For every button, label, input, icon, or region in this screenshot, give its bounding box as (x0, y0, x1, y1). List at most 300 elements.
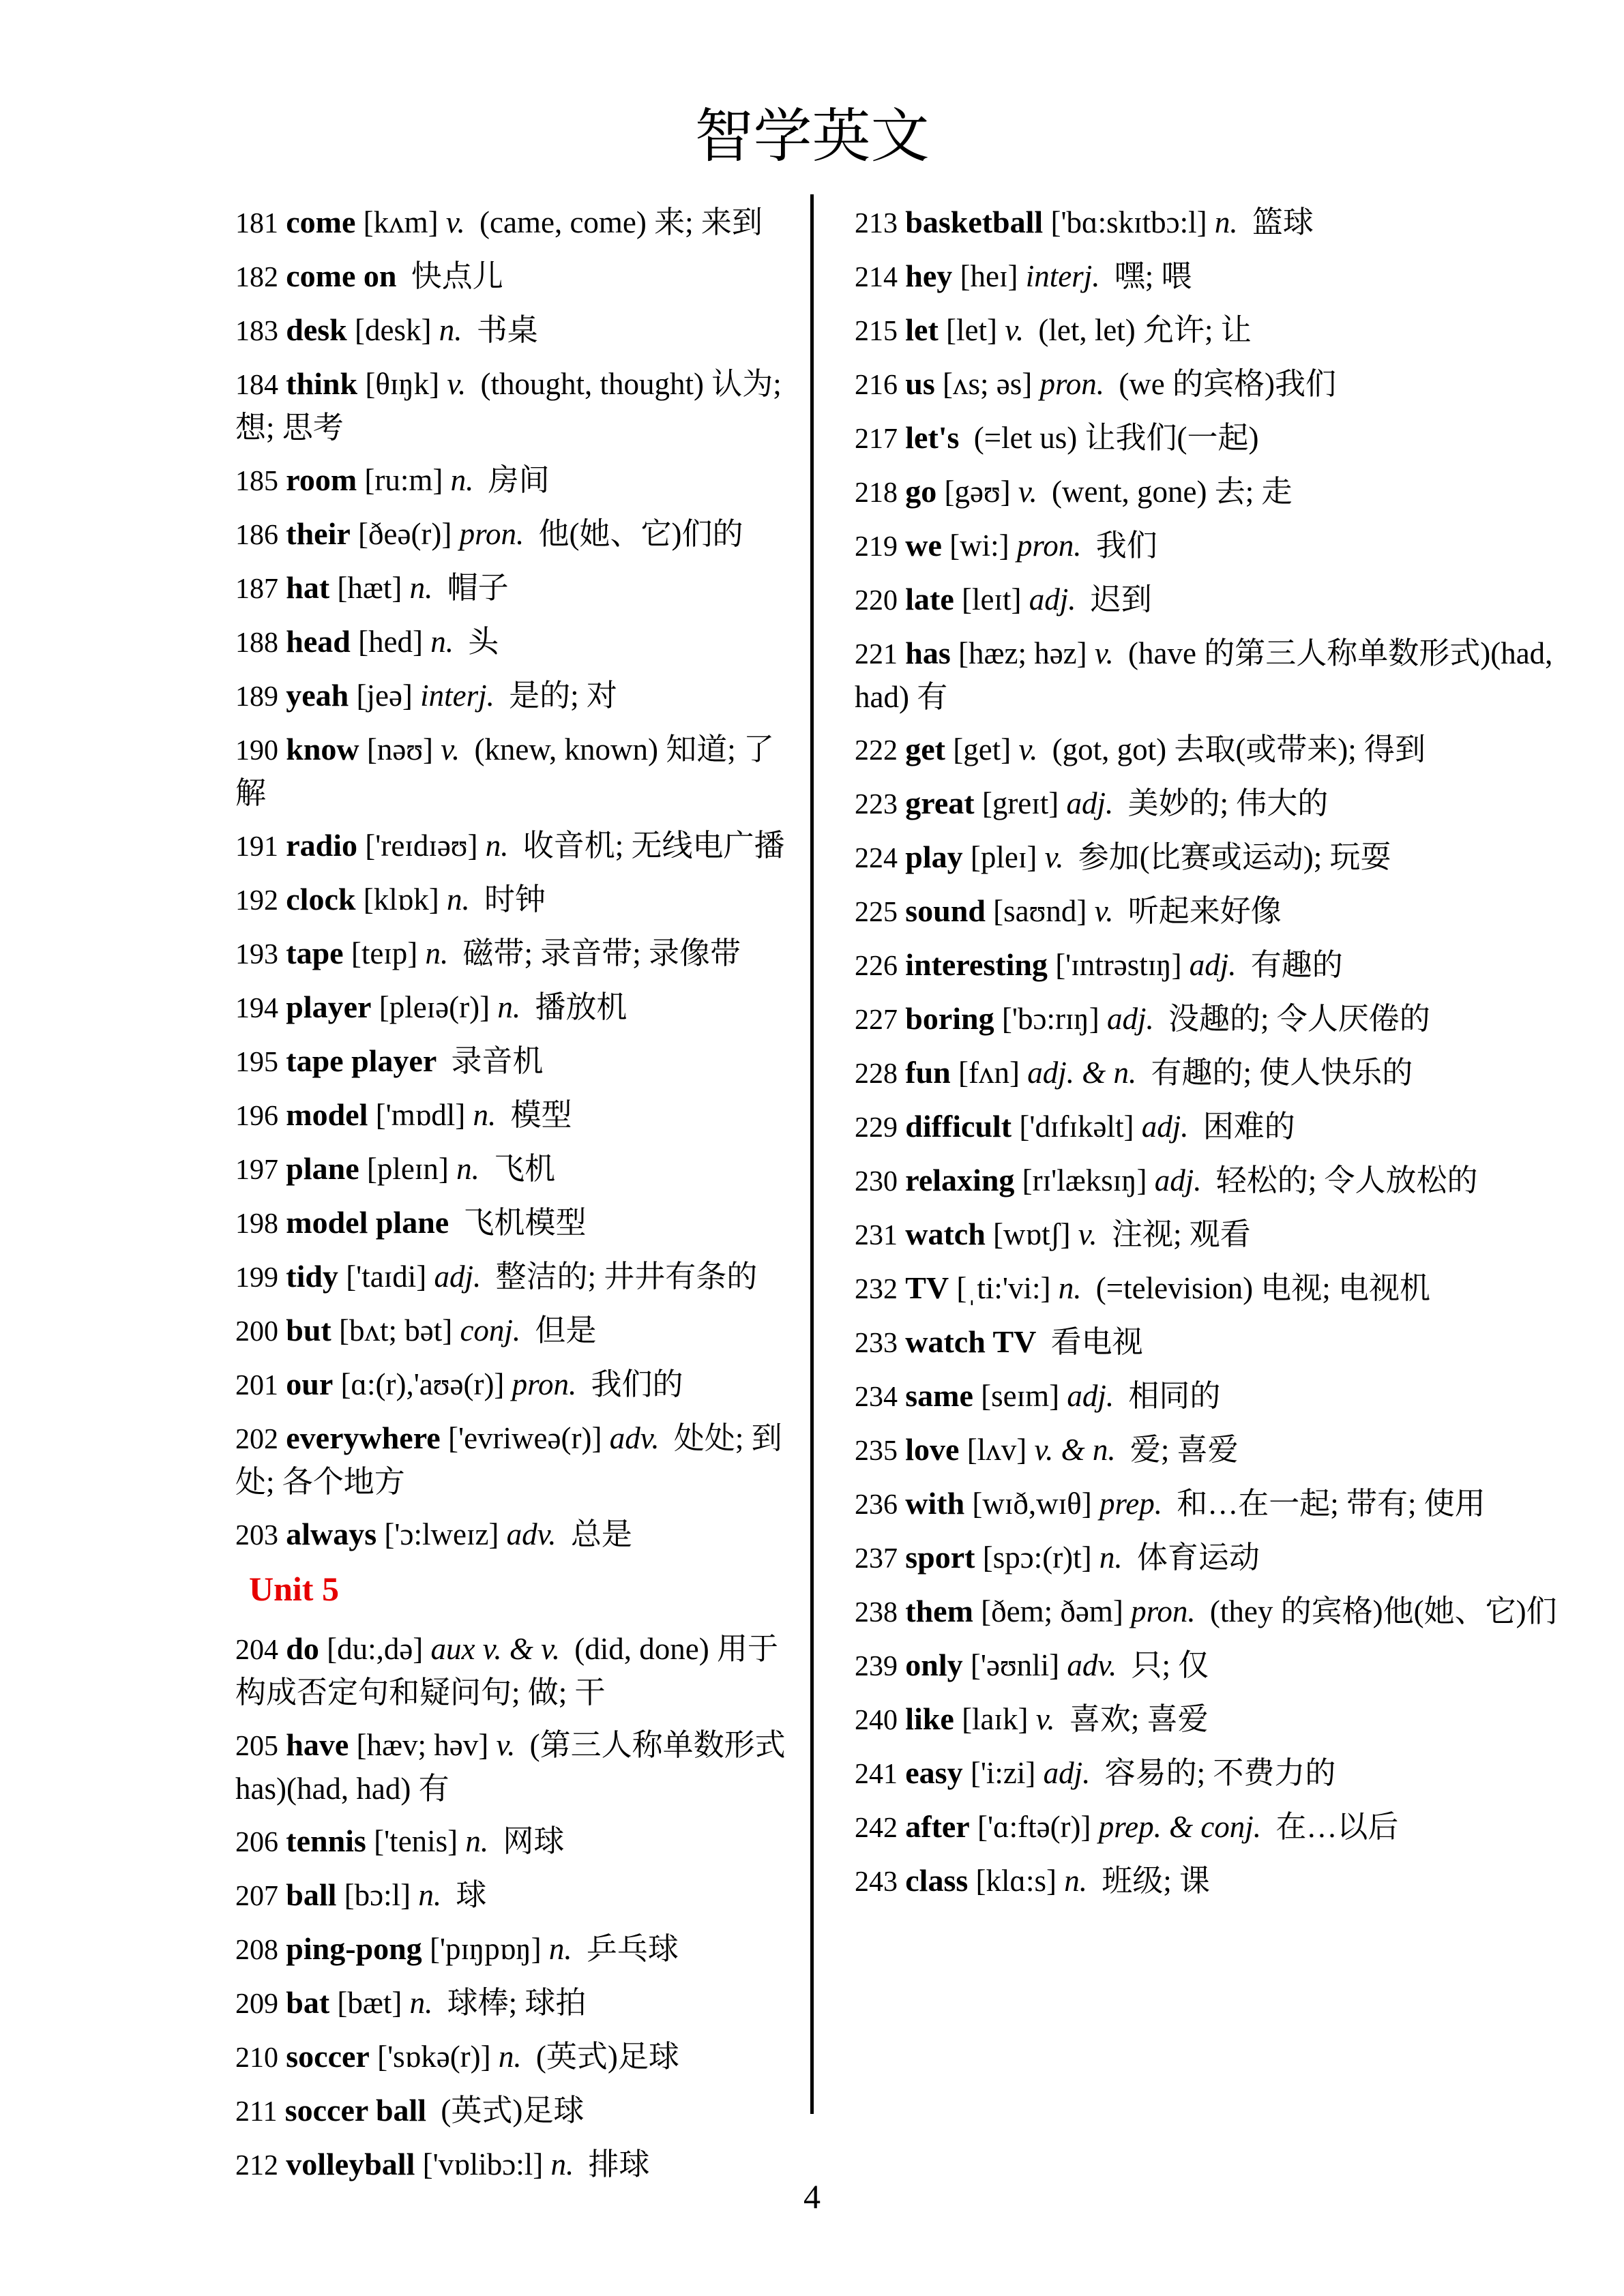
entry-phonetic: ['evriweə(r)] (447, 1421, 602, 1455)
entry-216 (855, 363, 1564, 406)
entry-phonetic: [lʌv] (966, 1433, 1027, 1467)
entry-number: 198 (235, 1208, 278, 1240)
entry-phonetic: [bɔ:l] (344, 1878, 411, 1912)
entry-242 (855, 1806, 1564, 1849)
entry-219 (855, 524, 1564, 568)
entry-pos: v. (1094, 636, 1114, 670)
entry-phonetic: ['sɒkə(r)] (377, 2040, 491, 2074)
entry-word: clock (286, 882, 356, 916)
entry-213 (855, 201, 1564, 245)
entry-word: come (286, 205, 356, 239)
entry-number: 183 (235, 316, 278, 347)
entry-word: with (905, 1486, 965, 1521)
entry-word: tennis (286, 1823, 366, 1858)
entry-gloss: (went, gone) 去; 走 (1052, 475, 1293, 509)
entry-phonetic: ['dɪfɪkəlt] (1019, 1109, 1134, 1144)
entry-word: same (905, 1378, 973, 1413)
entry-189 (235, 674, 791, 718)
entry-gloss: 飞机 (494, 1152, 556, 1186)
entry-number: 210 (235, 2042, 278, 2074)
entry-phonetic: [seɪm] (981, 1379, 1060, 1413)
entry-181 (235, 201, 791, 245)
entry-182 (235, 255, 791, 299)
entry-number: 223 (855, 789, 898, 820)
entry-word: sound (905, 893, 986, 928)
entry-gloss: 头 (468, 625, 499, 659)
entry-230 (855, 1159, 1564, 1203)
entry-pos: n. (1064, 1864, 1088, 1898)
entry-word: love (905, 1432, 960, 1467)
entry-207 (235, 1874, 791, 1918)
entry-phonetic: [greɪt] (981, 786, 1059, 820)
entry-234 (855, 1375, 1564, 1418)
entry-phonetic: [desk] (354, 313, 432, 347)
entry-word: everywhere (286, 1420, 441, 1455)
entry-gloss: (have 的第三人称单数形式)(had, had) 有 (855, 636, 1553, 714)
entry-number: 218 (855, 477, 898, 509)
entry-226 (855, 944, 1564, 987)
entry-phonetic: [hæv; həv] (356, 1728, 489, 1762)
entry-202 (235, 1417, 791, 1503)
entry-number: 201 (235, 1370, 278, 1401)
entry-184 (235, 363, 791, 449)
entry-word: volleyball (286, 2147, 415, 2181)
entry-phonetic: ['i:zi] (970, 1756, 1036, 1790)
entry-225 (855, 890, 1564, 934)
entry-gloss: 喜欢; 喜爱 (1069, 1702, 1209, 1736)
entry-number: 187 (235, 573, 278, 605)
entry-pos: adj. (1066, 786, 1114, 820)
entry-word: our (286, 1367, 334, 1401)
entry-word: let's (905, 420, 960, 455)
entry-gloss: 迟到 (1090, 582, 1152, 616)
entry-word: watch TV (905, 1324, 1037, 1359)
entry-220 (855, 578, 1564, 622)
entry-pos: v. (447, 367, 467, 401)
entry-phonetic: ['taɪdi] (346, 1259, 427, 1294)
entry-pos: v. (1018, 732, 1038, 766)
entry-235 (855, 1429, 1564, 1472)
entry-pos: n. (439, 313, 462, 347)
entry-gloss: (thought, thought) 认为; 想; 思考 (235, 367, 782, 445)
entry-word: but (286, 1313, 331, 1347)
entry-232 (855, 1267, 1564, 1311)
entry-gloss: 总是 (570, 1517, 632, 1551)
entry-phonetic: [jeə] (356, 679, 413, 713)
entry-phonetic: [ðeə(r)] (358, 517, 452, 551)
entry-phonetic: ['pɪŋpɒŋ] (429, 1932, 542, 1966)
entry-word: hey (905, 258, 953, 293)
entry-word: head (286, 624, 351, 659)
entry-phonetic: ['ɑ:ftə(r)] (977, 1810, 1091, 1844)
entry-phonetic: [let] (946, 313, 997, 347)
entry-pos: interj. (420, 679, 494, 713)
entry-214 (855, 255, 1564, 299)
entry-phonetic: [bæt] (337, 1986, 402, 2020)
entry-number: 203 (235, 1520, 278, 1551)
entry-217 (855, 417, 1564, 460)
entry-pos: adj. & n. (1027, 1056, 1137, 1090)
entry-number: 241 (855, 1759, 898, 1790)
entry-gloss: (=let us) 让我们(一起) (973, 421, 1259, 455)
column-divider (810, 194, 814, 2114)
entry-192 (235, 878, 791, 922)
entry-word: interesting (905, 947, 1048, 982)
entry-number: 226 (855, 951, 898, 982)
entry-pos: v. (441, 732, 460, 766)
entry-word: tape player (286, 1043, 437, 1078)
entry-243 (855, 1860, 1564, 1903)
entry-word: plane (286, 1151, 359, 1186)
entry-number: 189 (235, 681, 278, 713)
entry-gloss: 篮球 (1252, 205, 1314, 239)
entry-phonetic: [fʌn] (958, 1056, 1020, 1090)
entry-197 (235, 1148, 791, 1191)
entry-227 (855, 998, 1564, 1041)
entry-phonetic: [heɪ] (960, 259, 1018, 293)
entry-phonetic: [ʌs; əs] (942, 367, 1033, 401)
entry-word: soccer (286, 2039, 370, 2074)
entry-pos: v. (445, 205, 465, 239)
entry-gloss: 磁带; 录音带; 录像带 (462, 936, 741, 970)
entry-200 (235, 1309, 791, 1353)
entry-number: 188 (235, 627, 278, 659)
entry-pos: adv. (609, 1421, 660, 1455)
entry-phonetic: [θɪŋk] (365, 367, 440, 401)
entry-pos: n. (498, 2040, 522, 2074)
entry-word: boring (905, 1001, 994, 1036)
entry-number: 225 (855, 897, 898, 928)
entry-word: radio (286, 828, 358, 863)
entry-number: 229 (855, 1112, 898, 1144)
entry-phonetic: [hed] (358, 625, 424, 659)
entry-phonetic: [ðem; ðəm] (981, 1594, 1123, 1628)
entry-pos: v. & n. (1034, 1433, 1116, 1467)
unit-heading: Unit 5 (249, 1570, 339, 1608)
entry-word: yeah (286, 678, 349, 713)
entry-phonetic: ['mɒdl] (375, 1098, 466, 1132)
entry-number: 208 (235, 1935, 278, 1966)
entry-word: go (905, 474, 937, 509)
entry-phonetic: [pleɪ] (970, 840, 1037, 874)
entry-phonetic: [laɪk] (962, 1702, 1029, 1736)
entry-233 (855, 1321, 1564, 1365)
entry-word: think (286, 366, 358, 401)
entry-phonetic: [pleɪə(r)] (379, 990, 490, 1024)
entry-pos: n. (550, 2147, 574, 2181)
entry-gloss: 看电视 (1050, 1325, 1143, 1359)
entry-pos: pron. (459, 517, 525, 551)
entry-phonetic: [klɒk] (363, 882, 439, 916)
entry-203 (235, 1513, 791, 1557)
entry-word: desk (286, 312, 347, 347)
entry-word: we (905, 528, 942, 563)
entry-word: tidy (286, 1259, 338, 1294)
entry-number: 221 (855, 639, 898, 670)
entry-phonetic: [du:,də] (327, 1632, 424, 1666)
entry-pos: pron. (512, 1367, 577, 1401)
entry-223 (855, 782, 1564, 826)
entry-pos: n. (430, 625, 454, 659)
entry-number: 200 (235, 1316, 278, 1347)
entry-word: has (905, 636, 951, 670)
entry-194 (235, 986, 791, 1030)
entry-pos: pron. (1016, 528, 1082, 563)
entry-pos: n. (485, 829, 509, 863)
entry-word: great (905, 786, 975, 820)
entry-gloss: 他(她、它)们的 (538, 517, 743, 551)
entry-phonetic: [nəʊ] (366, 732, 434, 766)
entry-number: 182 (235, 262, 278, 293)
entry-pos: n. (450, 463, 474, 497)
entry-number: 215 (855, 316, 898, 347)
left-column (235, 201, 791, 2197)
entry-phonetic: [hæt] (337, 571, 402, 605)
entry-phonetic: [teɪp] (351, 936, 418, 970)
entry-pos: pron. (1131, 1594, 1196, 1628)
entry-gloss: 注视; 观看 (1111, 1217, 1251, 1251)
page-number: 4 (803, 2177, 821, 2216)
entry-number: 196 (235, 1101, 278, 1132)
entry-pos: n. (409, 1986, 433, 2020)
entry-gloss: 相同的 (1128, 1379, 1221, 1413)
entry-number: 190 (235, 735, 278, 766)
entry-gloss: (they 的宾格)他(她、它)们 (1209, 1594, 1557, 1628)
entry-pos: n. (1058, 1271, 1082, 1305)
entry-215 (855, 309, 1564, 353)
entry-gloss: 困难的 (1202, 1109, 1295, 1144)
entry-phonetic: [spɔ:(r)t] (982, 1540, 1092, 1575)
entry-word: hat (286, 570, 330, 605)
entry-word: difficult (905, 1109, 1012, 1144)
entry-word: sport (905, 1540, 975, 1575)
entry-gloss: 我们的 (591, 1367, 683, 1401)
entry-number: 220 (855, 585, 898, 616)
entry-phonetic: [saʊnd] (993, 894, 1087, 928)
entry-word: TV (905, 1270, 949, 1305)
entry-gloss: 我们 (1095, 528, 1157, 563)
entry-239 (855, 1644, 1564, 1688)
entry-gloss: 是的; 对 (509, 679, 617, 713)
entry-word: have (286, 1727, 349, 1762)
entry-number: 243 (855, 1866, 898, 1898)
entry-241 (855, 1752, 1564, 1795)
entry-phonetic: [get] (953, 732, 1012, 766)
entry-number: 233 (855, 1328, 898, 1359)
entry-190 (235, 728, 791, 814)
entry-number: 197 (235, 1154, 278, 1186)
entry-phonetic: [hæz; həz] (958, 636, 1087, 670)
entry-word: class (905, 1863, 969, 1898)
entry-pos: adj. (1106, 1002, 1154, 1036)
entry-pos: v. (1044, 840, 1064, 874)
entry-word: bat (286, 1985, 330, 2020)
entry-191 (235, 824, 791, 868)
entry-236 (855, 1482, 1564, 1526)
entry-number: 209 (235, 1988, 278, 2020)
entry-word: know (286, 732, 359, 766)
entry-phonetic: [wɪð,wɪθ] (972, 1487, 1092, 1521)
entry-pos: prep. & conj. (1098, 1810, 1262, 1844)
entry-number: 230 (855, 1166, 898, 1197)
entry-word: let (905, 312, 939, 347)
entry-231 (855, 1213, 1564, 1257)
entry-number: 239 (855, 1651, 898, 1682)
entry-number: 194 (235, 993, 278, 1024)
entry-gloss: 班级; 课 (1102, 1864, 1211, 1898)
entry-pos: v. (1094, 894, 1114, 928)
entry-number: 214 (855, 262, 898, 293)
entry-gloss: 书桌 (476, 313, 538, 347)
entry-gloss: 帽子 (447, 571, 509, 605)
entry-240 (855, 1698, 1564, 1742)
entry-number: 212 (235, 2150, 278, 2181)
entry-pos: prep. (1099, 1487, 1163, 1521)
page-title: 智学英文 (694, 102, 930, 170)
entry-phonetic: [wɒtʃ] (993, 1217, 1071, 1251)
entry-gloss: (let, let) 允许; 让 (1038, 313, 1252, 347)
entry-word: come on (286, 258, 397, 293)
entry-number: 185 (235, 466, 278, 497)
entry-number: 193 (235, 939, 278, 970)
entry-gloss: 球 (456, 1878, 487, 1912)
entry-gloss: 听起来好像 (1127, 894, 1282, 928)
entry-phonetic: [bʌt; bət] (338, 1313, 453, 1347)
entry-pos: adj. (1141, 1109, 1189, 1144)
entry-gloss: (=television) 电视; 电视机 (1095, 1271, 1431, 1305)
entry-pos: n. (418, 1878, 442, 1912)
entry-pos: adv. (506, 1517, 557, 1551)
entry-pos: adv. (1067, 1648, 1117, 1682)
entry-pos: adj. (1154, 1163, 1202, 1197)
entry-phonetic: ['ɪntrəstɪŋ] (1055, 948, 1182, 982)
entry-211 (235, 2089, 791, 2133)
entry-word: only (905, 1648, 963, 1682)
entry-pos: n. (465, 1824, 489, 1858)
entry-word: tape (286, 936, 344, 970)
entry-gloss: (we 的宾格)我们 (1119, 367, 1337, 401)
entry-221 (855, 632, 1564, 718)
entry-number: 240 (855, 1705, 898, 1736)
entry-word: soccer ball (284, 2093, 427, 2128)
entry-word: after (905, 1809, 970, 1844)
entry-number: 224 (855, 843, 898, 874)
entry-195 (235, 1040, 791, 1084)
entry-word: player (286, 989, 372, 1024)
entry-phonetic: [leɪt] (962, 582, 1022, 616)
entry-gloss: (got, got) 去取(或带来); 得到 (1052, 732, 1426, 766)
entry-word: play (905, 839, 963, 874)
entry-gloss: 处处; 到处; 各个地方 (235, 1421, 782, 1499)
entry-phonetic: ['bɑ:skɪtbɔ:l] (1050, 205, 1207, 239)
entry-gloss: 体育运动 (1136, 1540, 1260, 1575)
entry-gloss: 整洁的; 井井有条的 (495, 1259, 758, 1294)
entry-gloss: 房间 (488, 463, 550, 497)
entry-201 (235, 1363, 791, 1407)
entry-pos: adj. (1043, 1756, 1091, 1790)
entry-phonetic: [ˌti:'vi:] (956, 1271, 1051, 1305)
entry-number: 206 (235, 1827, 278, 1858)
entry-number: 199 (235, 1262, 278, 1294)
entry-number: 213 (855, 208, 898, 239)
entry-238 (855, 1590, 1564, 1634)
entry-number: 242 (855, 1813, 898, 1844)
entry-pos: v. (1005, 313, 1024, 347)
entry-number: 192 (235, 885, 278, 916)
entry-gloss: 录音机 (451, 1044, 544, 1078)
entry-pos: aux v. & v. (430, 1632, 561, 1666)
entry-pos: n. (425, 936, 449, 970)
entry-gloss: (第三人称单数形式 has)(had, had) 有 (235, 1728, 786, 1806)
entry-number: 231 (855, 1220, 898, 1251)
entry-pos: pron. (1039, 367, 1105, 401)
entry-gloss: 容易的; 不费力的 (1104, 1756, 1336, 1790)
entry-number: 222 (855, 735, 898, 766)
entry-word: easy (905, 1755, 963, 1790)
entry-186 (235, 513, 791, 556)
entry-209 (235, 1982, 791, 2025)
entry-word: relaxing (905, 1163, 1015, 1197)
entry-229 (855, 1105, 1564, 1149)
entry-pos: interj. (1025, 259, 1100, 293)
entry-222 (855, 728, 1564, 772)
entry-gloss: 飞机模型 (463, 1206, 587, 1240)
entry-gloss: (英式)足球 (535, 2040, 679, 2074)
entry-number: 184 (235, 370, 278, 401)
entry-pos: n. (409, 571, 433, 605)
entry-pos: v. (1018, 475, 1037, 509)
entry-205 (235, 1724, 791, 1810)
entry-199 (235, 1255, 791, 1299)
entry-pos: n. (548, 1932, 572, 1966)
entry-pos: adj. (1189, 948, 1237, 982)
entry-word: watch (905, 1217, 986, 1251)
entry-pos: adj. (434, 1259, 482, 1294)
entry-number: 238 (855, 1597, 898, 1628)
entry-phonetic: [gəʊ] (944, 475, 1011, 509)
entry-gloss: 在…以后 (1275, 1810, 1399, 1844)
entry-193 (235, 932, 791, 976)
entry-number: 181 (235, 208, 278, 239)
entry-gloss: 网球 (503, 1824, 565, 1858)
entry-word: fun (905, 1055, 951, 1090)
entry-number: 204 (235, 1635, 278, 1666)
entry-word: ball (286, 1877, 337, 1912)
entry-gloss: 嘿; 喂 (1114, 259, 1192, 293)
entry-phonetic: ['tenis] (374, 1824, 458, 1858)
entry-198 (235, 1202, 791, 1245)
entry-phonetic: [wi:] (949, 528, 1009, 563)
entry-number: 211 (235, 2096, 278, 2128)
entry-phonetic: [ru:m] (364, 463, 443, 497)
entry-gloss: 排球 (588, 2147, 650, 2181)
entry-number: 207 (235, 1881, 278, 1912)
entry-number: 195 (235, 1047, 278, 1078)
entry-number: 186 (235, 520, 278, 551)
entry-gloss: (knew, known) 知道; 了解 (235, 732, 774, 810)
entry-pos: n. (1214, 205, 1238, 239)
entry-pos: adj. (1067, 1379, 1114, 1413)
entry-pos: adj. (1029, 582, 1076, 616)
entry-gloss: 快点儿 (411, 259, 503, 293)
entry-228 (855, 1052, 1564, 1095)
entry-187 (235, 567, 791, 610)
entry-pos: n. (456, 1152, 479, 1186)
entry-gloss: (came, come) 来; 来到 (479, 205, 763, 239)
entry-pos: n. (497, 990, 521, 1024)
entry-pos: conj. (460, 1313, 521, 1347)
entry-pos: v. (1035, 1702, 1055, 1736)
